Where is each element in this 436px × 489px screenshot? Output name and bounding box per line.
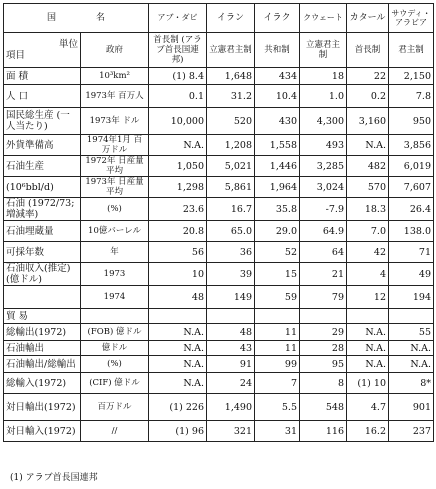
value-cell xyxy=(389,309,434,324)
table-row xyxy=(4,85,434,108)
value-cell: N.A. xyxy=(389,356,434,373)
unit-label: 単位 xyxy=(58,39,78,50)
table-row xyxy=(4,421,434,442)
value-cell: 5.5 xyxy=(255,394,300,421)
value-cell: 24 xyxy=(207,373,255,394)
country-header: クウェート xyxy=(300,4,347,33)
value-cell: 95 xyxy=(300,356,347,373)
table-row xyxy=(4,68,434,85)
row-item-label: 石油生産 xyxy=(4,156,81,177)
value-cell: 138.0 xyxy=(389,221,434,242)
value-cell: (1) 226 xyxy=(149,394,207,421)
govt-cell: 君主制 xyxy=(389,33,434,68)
table-row xyxy=(4,341,434,356)
value-cell: 3,856 xyxy=(389,135,434,156)
value-cell: 16.2 xyxy=(347,421,389,442)
value-cell: 11 xyxy=(255,341,300,356)
value-cell: 1,298 xyxy=(149,177,207,198)
row-item-label: 総輸出(1972) xyxy=(4,324,81,341)
table-row xyxy=(4,242,434,263)
table-row xyxy=(4,356,434,373)
value-cell: 570 xyxy=(347,177,389,198)
value-cell: 7 xyxy=(255,373,300,394)
value-cell: 10.4 xyxy=(255,85,300,108)
value-cell xyxy=(347,309,389,324)
govt-cell: 共和制 xyxy=(255,33,300,68)
value-cell: 7.0 xyxy=(347,221,389,242)
value-cell: 10,000 xyxy=(149,108,207,135)
value-cell: 49 xyxy=(389,263,434,286)
value-cell: 1,490 xyxy=(207,394,255,421)
value-cell: 5,021 xyxy=(207,156,255,177)
value-cell: 5,861 xyxy=(207,177,255,198)
row-item-label: 対日輸出(1972) xyxy=(4,394,81,421)
value-cell xyxy=(255,309,300,324)
value-cell: 28 xyxy=(300,341,347,356)
value-cell: 29 xyxy=(300,324,347,341)
govt-cell: 首長制 (アラブ首長国連邦) xyxy=(149,33,207,68)
table-row xyxy=(4,286,434,309)
value-cell: 950 xyxy=(389,108,434,135)
value-cell: 71 xyxy=(389,242,434,263)
value-cell: 48 xyxy=(149,286,207,309)
country-header-row xyxy=(4,4,434,33)
value-cell: 31 xyxy=(255,421,300,442)
row-unit: 1974年1月 百万ドル xyxy=(81,135,149,156)
footnote: (1) アラブ首長国連邦 xyxy=(10,473,98,483)
value-cell: 1,050 xyxy=(149,156,207,177)
row-item-label: 石油収入(推定) (億ドル) xyxy=(4,263,81,286)
value-cell: N.A. xyxy=(347,356,389,373)
name-label: 名 xyxy=(96,12,106,23)
value-cell: 116 xyxy=(300,421,347,442)
table-row xyxy=(4,108,434,135)
row-item-label: 面 積 xyxy=(4,68,81,85)
value-cell: 1,208 xyxy=(207,135,255,156)
govt-cell: 立憲君主制 xyxy=(300,33,347,68)
value-cell: 194 xyxy=(389,286,434,309)
value-cell: 149 xyxy=(207,286,255,309)
value-cell: 0.1 xyxy=(149,85,207,108)
row-item-label: 人 口 xyxy=(4,85,81,108)
value-cell: 482 xyxy=(347,156,389,177)
value-cell: 56 xyxy=(149,242,207,263)
value-cell xyxy=(207,309,255,324)
value-cell: 64.9 xyxy=(300,221,347,242)
oil-countries-table xyxy=(3,3,434,442)
row-item-label: 石油埋蔵量 xyxy=(4,221,81,242)
value-cell: 8 xyxy=(300,373,347,394)
unit-label-cell xyxy=(4,33,81,68)
value-cell: 59 xyxy=(255,286,300,309)
value-cell: 430 xyxy=(255,108,300,135)
value-cell: 2,150 xyxy=(389,68,434,85)
value-cell: 3,285 xyxy=(300,156,347,177)
value-cell: 79 xyxy=(300,286,347,309)
value-cell: 7.8 xyxy=(389,85,434,108)
value-cell: 3,160 xyxy=(347,108,389,135)
govt-cell: 首長制 xyxy=(347,33,389,68)
table-row xyxy=(4,394,434,421)
row-item-label: 可採年数 xyxy=(4,242,81,263)
value-cell: 548 xyxy=(300,394,347,421)
row-unit: (%) xyxy=(81,198,149,221)
value-cell: 1,558 xyxy=(255,135,300,156)
row-unit: 1973年 日産量平均 xyxy=(81,177,149,198)
row-item-label: 国民総生産 (一人当たり) xyxy=(4,108,81,135)
value-cell: 11 xyxy=(255,324,300,341)
table-row xyxy=(4,221,434,242)
value-cell: 18 xyxy=(300,68,347,85)
row-unit: (FOB) 億ドル xyxy=(81,324,149,341)
row-unit: // xyxy=(81,421,149,442)
row-item-label: 外貨準備高 xyxy=(4,135,81,156)
row-unit: 1972年 日産量平均 xyxy=(81,156,149,177)
value-cell: 23.6 xyxy=(149,198,207,221)
row-unit: 億ドル xyxy=(81,341,149,356)
value-cell: 21 xyxy=(300,263,347,286)
value-cell: 39 xyxy=(207,263,255,286)
value-cell: 26.4 xyxy=(389,198,434,221)
value-cell: 1,964 xyxy=(255,177,300,198)
govt-row xyxy=(4,33,434,68)
value-cell: 4 xyxy=(347,263,389,286)
value-cell: (1) 8.4 xyxy=(149,68,207,85)
value-cell: 321 xyxy=(207,421,255,442)
value-cell: 31.2 xyxy=(207,85,255,108)
value-cell: 22 xyxy=(347,68,389,85)
table-row xyxy=(4,177,434,198)
value-cell: N.A. xyxy=(149,356,207,373)
value-cell: 16.7 xyxy=(207,198,255,221)
row-unit: 10億バーレル xyxy=(81,221,149,242)
value-cell: 64 xyxy=(300,242,347,263)
value-cell xyxy=(149,309,207,324)
row-item-label: 石油 (1972/73;増減率) xyxy=(4,198,81,221)
data-table-container xyxy=(3,3,433,442)
row-item-label xyxy=(4,286,81,309)
value-cell: 901 xyxy=(389,394,434,421)
value-cell: N.A. xyxy=(347,324,389,341)
country-header: イラク xyxy=(255,4,300,33)
value-cell: 1.0 xyxy=(300,85,347,108)
value-cell: 29.0 xyxy=(255,221,300,242)
value-cell: 36 xyxy=(207,242,255,263)
value-cell: 0.2 xyxy=(347,85,389,108)
table-row xyxy=(4,156,434,177)
value-cell: 65.0 xyxy=(207,221,255,242)
value-cell: 52 xyxy=(255,242,300,263)
country-header: イラン xyxy=(207,4,255,33)
row-item-label: 対日輸入(1972) xyxy=(4,421,81,442)
item-label: 項目 xyxy=(6,50,26,61)
row-item-label: 石油輸出 xyxy=(4,341,81,356)
value-cell: N.A. xyxy=(149,324,207,341)
value-cell: -7.9 xyxy=(300,198,347,221)
country-label: 国 xyxy=(46,12,56,23)
value-cell: N.A. xyxy=(149,135,207,156)
value-cell: N.A. xyxy=(149,341,207,356)
table-row xyxy=(4,373,434,394)
value-cell: N.A. xyxy=(389,341,434,356)
row-unit: (%) xyxy=(81,356,149,373)
row-unit: 百万ドル xyxy=(81,394,149,421)
row-item-label: 石油輸出/総輸出 xyxy=(4,356,81,373)
table-row xyxy=(4,309,434,324)
value-cell: 237 xyxy=(389,421,434,442)
value-cell: 35.8 xyxy=(255,198,300,221)
value-cell: 48 xyxy=(207,324,255,341)
value-cell: 18.3 xyxy=(347,198,389,221)
country-name-header xyxy=(4,4,149,33)
row-unit: 10³km² xyxy=(81,68,149,85)
value-cell: 99 xyxy=(255,356,300,373)
row-unit: 1973年 ドル xyxy=(81,108,149,135)
value-cell: 1,648 xyxy=(207,68,255,85)
value-cell: 20.8 xyxy=(149,221,207,242)
value-cell: 493 xyxy=(300,135,347,156)
value-cell: 91 xyxy=(207,356,255,373)
row-item-label: 総輸入(1972) xyxy=(4,373,81,394)
table-row xyxy=(4,263,434,286)
value-cell xyxy=(300,309,347,324)
value-cell: N.A. xyxy=(347,341,389,356)
value-cell: 3,024 xyxy=(300,177,347,198)
value-cell: 434 xyxy=(255,68,300,85)
row-unit: 1974 xyxy=(81,286,149,309)
govt-cell: 立憲君主制 xyxy=(207,33,255,68)
value-cell: 4,300 xyxy=(300,108,347,135)
table-row xyxy=(4,324,434,341)
value-cell: 15 xyxy=(255,263,300,286)
value-cell: (1) 96 xyxy=(149,421,207,442)
country-header: アブ・ダビ xyxy=(149,4,207,33)
value-cell: 4.7 xyxy=(347,394,389,421)
value-cell: N.A. xyxy=(149,373,207,394)
govt-label: 政府 xyxy=(81,33,149,68)
row-unit: 1973年 百万人 xyxy=(81,85,149,108)
value-cell: (1) 10 xyxy=(347,373,389,394)
value-cell: 43 xyxy=(207,341,255,356)
row-unit: 1973 xyxy=(81,263,149,286)
value-cell: 520 xyxy=(207,108,255,135)
row-unit: (CIF) 億ドル xyxy=(81,373,149,394)
row-item-label: (10⁶bbl/d) xyxy=(4,177,81,198)
table-row xyxy=(4,198,434,221)
country-header: サウディ・アラビア xyxy=(389,4,434,33)
value-cell: 1,446 xyxy=(255,156,300,177)
row-unit xyxy=(81,309,149,324)
value-cell: 10 xyxy=(149,263,207,286)
row-item-label: 貿 易 xyxy=(4,309,81,324)
value-cell: 7,607 xyxy=(389,177,434,198)
table-body xyxy=(4,68,434,442)
value-cell: 55 xyxy=(389,324,434,341)
table-row xyxy=(4,135,434,156)
value-cell: 42 xyxy=(347,242,389,263)
value-cell: N.A. xyxy=(347,135,389,156)
country-header: カタール xyxy=(347,4,389,33)
value-cell: 12 xyxy=(347,286,389,309)
row-unit: 年 xyxy=(81,242,149,263)
value-cell: 8* xyxy=(389,373,434,394)
value-cell: 6,019 xyxy=(389,156,434,177)
